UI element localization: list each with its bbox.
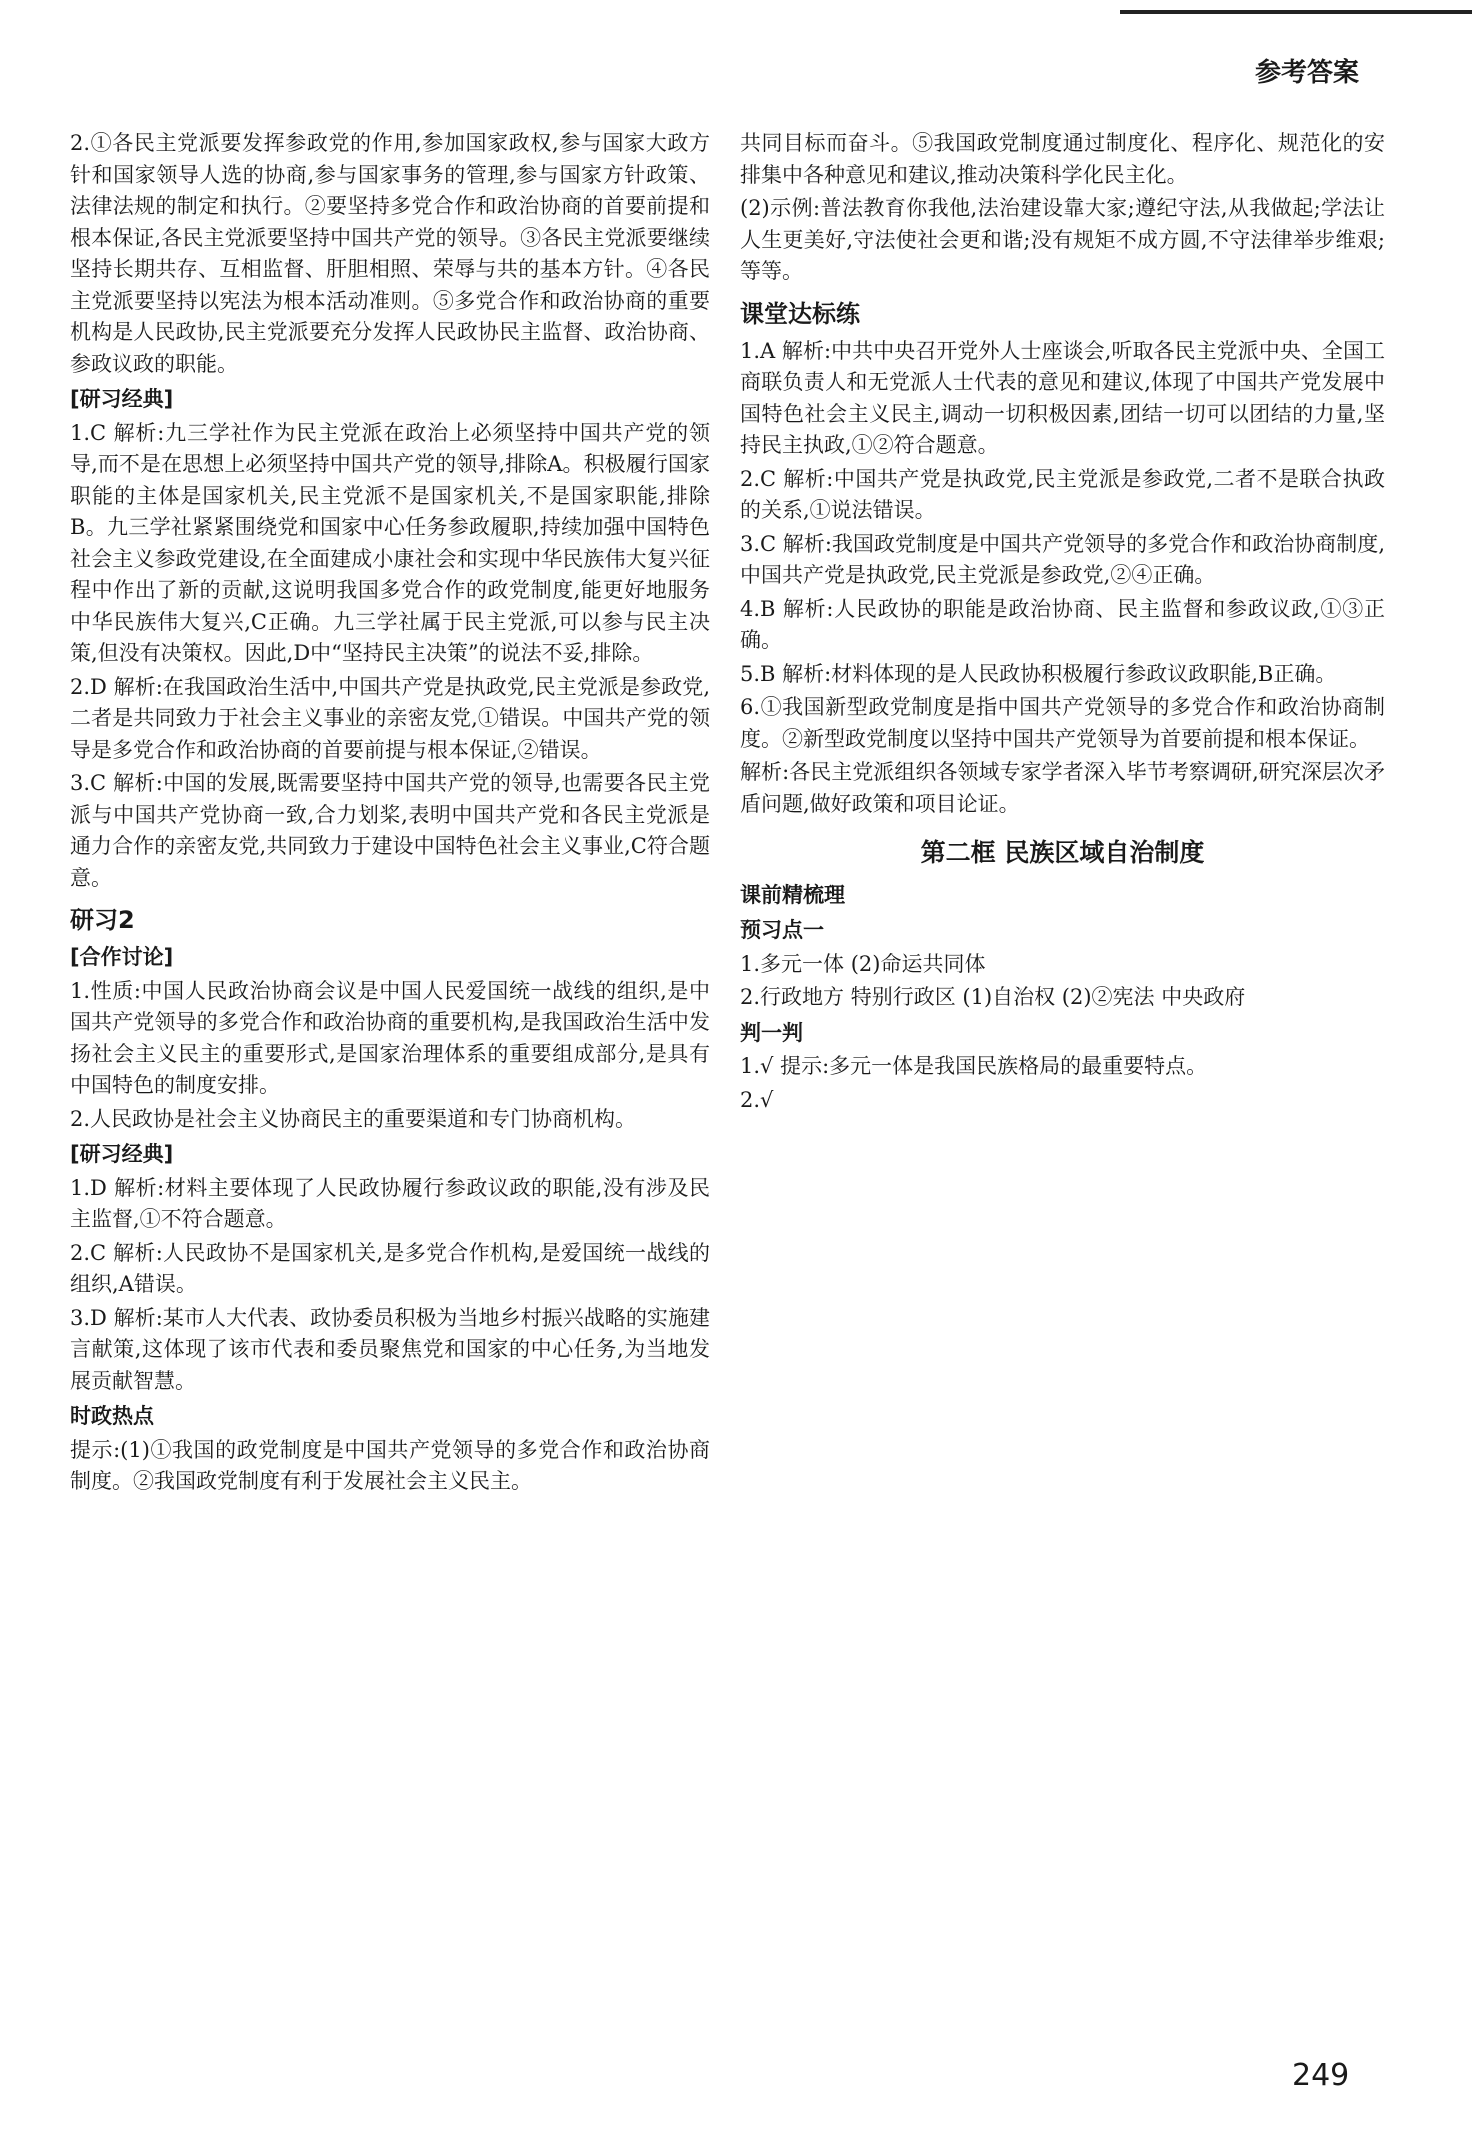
panyipan-heading: 判一判 [740, 1020, 803, 1045]
practice-item-3: 3.D 解析:某市人大代表、政协委员积极为当地乡村振兴战略的实施建言献策,这体现了该市代表和委员聚焦党和国家的中心任务,为当地发展贡献智慧。 [70, 1305, 710, 1393]
continued-text: 共同目标而奋斗。⑤我国政党制度通过制度化、程序化、规范化的安排集中各种意见和建议,推动决策科学化民主化。 [740, 131, 1385, 187]
kqjsl-heading: 课前精梳理 [740, 882, 845, 907]
class-item-6-analysis: 解析:各民主党派组织各领域专家学者深入毕节考察调研,研究深层次矛盾问题,做好政策和项目论证。 [740, 760, 1385, 816]
yanxi-jingdian-heading-1: [研习经典] [70, 387, 174, 411]
class-item-4: 4.B 解析:人民政协的职能是政治协商、民主监督和参政议政,①③正确。 [740, 596, 1385, 652]
practice-item-2: 2.C 解析:人民政协不是国家机关,是多党合作机构,是爱国统一战线的组织,A错误。 [70, 1240, 710, 1296]
class-item-2: 2.C 解析:中国共产党是执政党,民主党派是参政党,二者不是联合执政的关系,①说法错误。 [740, 466, 1385, 522]
yanxi-jingdian-heading-2: [研习经典] [70, 1142, 174, 1166]
preview-item-1: 1.多元一体 (2)命运共同体 [740, 951, 986, 976]
answer-item-3: 3.C 解析:中国的发展,既需要坚持中国共产党的领导,也需要各民主党派与中国共产党协商一致,合力划桨,表明中国共产党和各民主党派是通力合作的亲密友党,共同致力于建设中国特色社会主义事业,C符合题意。 [70, 771, 710, 890]
judge-item-1: 1.√ 提示:多元一体是我国民族格局的最重要特点。 [740, 1054, 1208, 1078]
discussion-item-1: 1.性质:中国人民政治协商会议是中国人民爱国统一战线的组织,是中国共产党领导的多党合作和政治协商的重要机构,是我国政治生活中发扬社会主义民主的重要形式,是国家治理体系的重要组成部分,是具有中国特色的制度安排。 [70, 978, 710, 1097]
class-item-1: 1.A 解析:中共中央召开党外人士座谈会,听取各民主党派中央、全国工商联负责人和无党派人士代表的意见和建议,体现了中国共产党发展中国特色社会主义民主,调动一切积极因素,团结一切可以团结的力量,坚持民主执政,①②符合题意。 [740, 338, 1385, 457]
answer-item-1: 1.C 解析:九三学社作为民主党派在政治上必须坚持中国共产党的领导,而不是在思想上必须坚持中国共产党的领导,排除A。积极履行国家职能的主体是国家机关,民主党派不是国家机关,不是国家职能,排除B。九三学社紧紧围绕党和国家中心任务参政履职,持续加强中国特色社会主义参政党建设,在全面建成小康社会和实现中华民族伟大复兴征程中作出了新的贡献,这说明我国多党合作的政党制度,能更好地服务中华民族伟大复兴,C正确。九三学社属于民主党派,可以参与民主决策,但没有决策权。因此,D中“坚持民主决策”的说法不妥,排除。 [70, 420, 710, 665]
shizheng-tishi: 提示:(1)①我国的政党制度是中国共产党领导的多党合作和政治协商制度。②我国政党制度有利于发展社会主义民主。 [70, 1437, 710, 1493]
judge-item-2: 2.√ [740, 1087, 774, 1112]
hezuo-taolun-heading: [合作讨论] [70, 945, 174, 969]
section-title: 第二框 民族区域自治制度 [920, 838, 1205, 867]
shizheng-redian-heading: 时政热点 [70, 1404, 154, 1428]
answer-intro: 2.①各民主党派要发挥参政党的作用,参加国家政权,参与国家大政方针和国家领导人选的协商,参与国家事务的管理,参与国家方针政策、法律法规的制定和执行。②要坚持多党合作和政治协商的首要前提和根本保证,各民主党派要坚持中国共产党的领导。③各民主党派要继续坚持长期共存、互相监督、肝胆相照、荣辱与共的基本方针。④各民主党派要坚持以宪法为根本活动准则。⑤多党合作和政治协商的重要机构是人民政协,民主党派要充分发挥人民政协民主监督、政治协商、参政议政的职能。 [70, 131, 710, 376]
yuxi-dian-1-heading: 预习点一 [740, 918, 824, 942]
continued-example: (2)示例:普法教育你我他,法治建设靠大家;遵纪守法,从我做起;学法让人生更美好,守法使社会更和谐;没有规矩不成方圆,不守法律举步维艰;等等。 [740, 196, 1385, 283]
yanxi-2-heading: 研习2 [70, 906, 135, 934]
class-item-6: 6.①我国新型政党制度是指中国共产党领导的多党合作和政治协商制度。②新型政党制度以坚持中国共产党领导为首要前提和根本保证。 [740, 695, 1385, 751]
right-column [740, 128, 1385, 1118]
preview-item-2: 2.行政地方 特别行政区 (1)自治权 (2)②宪法 中央政府 [740, 985, 1246, 1009]
page-number: 249 [1292, 2058, 1350, 2093]
practice-item-1: 1.D 解析:材料主要体现了人民政协履行参政议政的职能,没有涉及民主监督,①不符合题意。 [70, 1175, 710, 1231]
header-title: 参考答案 [1255, 58, 1360, 88]
class-item-5: 5.B 解析:材料体现的是人民政协积极履行参政议政职能,B正确。 [740, 661, 1337, 686]
discussion-item-2: 2.人民政协是社会主义协商民主的重要渠道和专门协商机构。 [70, 1106, 637, 1131]
left-column [70, 128, 710, 1500]
class-item-3: 3.C 解析:我国政党制度是中国共产党领导的多党合作和政治协商制度,中国共产党是执政党,民主党派是参政党,②④正确。 [740, 531, 1385, 587]
answer-item-2: 2.D 解析:在我国政治生活中,中国共产党是执政党,民主党派是参政党,二者是共同致力于社会主义事业的亲密友党,①错误。中国共产党的领导是多党合作和政治协商的首要前提与根本保证,②错误。 [70, 674, 710, 762]
header-rule [1120, 10, 1472, 14]
ketang-heading: 课堂达标练 [740, 299, 860, 328]
